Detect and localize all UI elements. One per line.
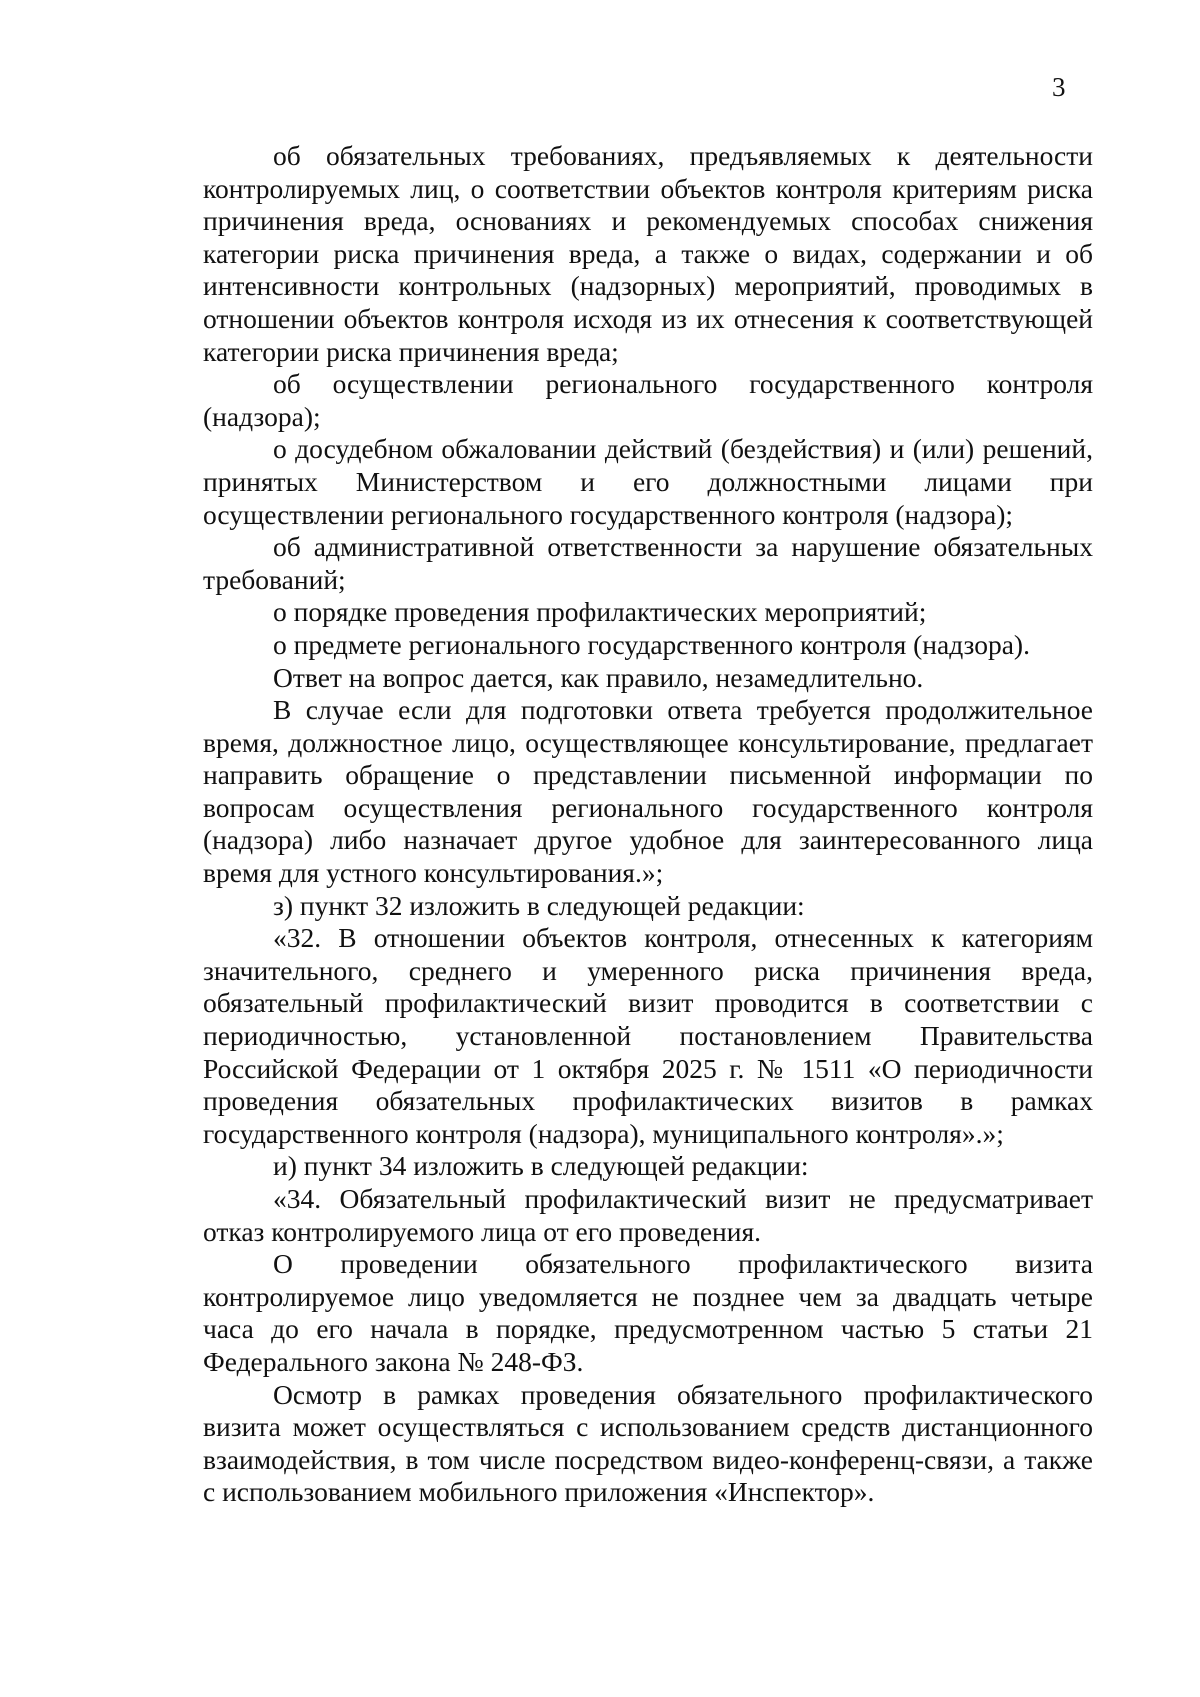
document-body — [203, 140, 1093, 1509]
paragraph: Осмотр в рамках проведения обязательного профилактического визита может осуществляться с использованием средств дистанционного взаимодействия, в том числе посредством видео-конференц-связи, а также с использованием мобильного приложения «Инспектор». — [203, 1378, 1093, 1508]
paragraph: о порядке проведения профилактических мероприятий; — [273, 596, 927, 628]
paragraph: об административной ответственности за нарушение обязательных требований; — [203, 531, 1093, 595]
page-number: 3 — [1052, 72, 1066, 102]
paragraph: «32. В отношении объектов контроля, отнесенных к категориям значительного, среднего и умеренного риска причинения вреда, обязательный профилактический визит проводится в соответствии с периодичностью, установленной постановлением Правительства Российской Федерации от 1 октября 2025 г. № 1511 «О периодичности проведения обязательных профилактических визитов в рамках государственного контроля (надзора), муниципального контроля».»; — [203, 922, 1093, 1149]
paragraph: Ответ на вопрос дается, как правило, незамедлительно. — [273, 661, 924, 693]
paragraph: об осуществлении регионального государственного контроля (надзора); — [203, 368, 1093, 432]
paragraph: и) пункт 34 изложить в следующей редакции: — [273, 1150, 809, 1182]
paragraph: з) пункт 32 изложить в следующей редакции: — [273, 889, 805, 921]
paragraph: В случае если для подготовки ответа требуется продолжительное время, должностное лицо, осуществляющее консультирование, предлагает направить обращение о представлении письменной информации по вопросам осуществления регионального государственного контроля (надзора) либо назначает другое удобное для заинтересованного лица время для устного консультирования.»; — [203, 694, 1093, 889]
paragraph: об обязательных требованиях, предъявляемых к деятельности контролируемых лиц, о соответствии объектов контроля критериям риска причинения вреда, основаниях и рекомендуемых способах снижения категории риска причинения вреда, а также о видах, содержании и об интенсивности контрольных (надзорных) мероприятий, проводимых в отношении объектов контроля исходя из их отнесения к соответствующей категории риска причинения вреда; — [203, 140, 1093, 367]
paragraph: «34. Обязательный профилактический визит не предусматривает отказ контролируемого лица от его проведения. — [203, 1183, 1093, 1247]
paragraph: О проведении обязательного профилактического визита контролируемое лицо уведомляется не позднее чем за двадцать четыре часа до его начала в порядке, предусмотренном частью 5 статьи 21 Федерального закона № 248-ФЗ. — [203, 1248, 1093, 1377]
paragraph: о досудебном обжаловании действий (бездействия) и (или) решений, принятых Министерством и его должностными лицами при осуществлении регионального государственного контроля (надзора); — [203, 433, 1093, 530]
paragraph: о предмете регионального государственного контроля (надзора). — [273, 628, 1030, 660]
